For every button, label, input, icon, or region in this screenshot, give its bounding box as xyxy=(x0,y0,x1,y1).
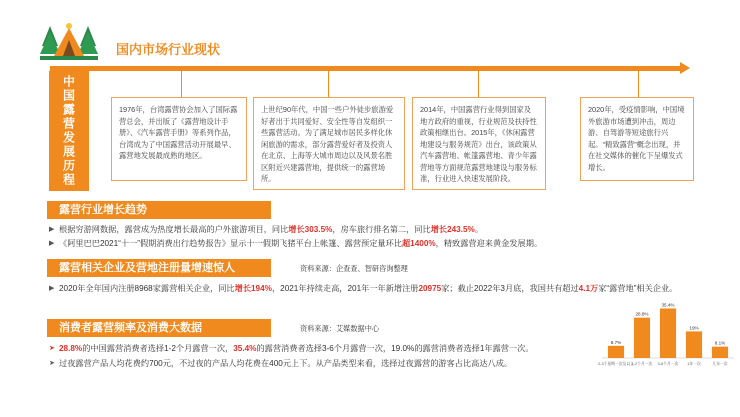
timeline-arrow xyxy=(50,66,682,71)
timeline-connector xyxy=(478,71,479,99)
chart-bar xyxy=(634,318,650,358)
bullet-icon: ▶ xyxy=(49,239,55,247)
list-item: ▶ 《阿里巴巴2021“十一”假期消费出行趋势报告》显示十一假期飞猪平台上帐篷、露营预定量环比超1400%，精致露营迎来黄金发展期。 xyxy=(49,238,543,248)
chart-bar xyxy=(608,346,624,358)
section-title-growth: 露营行业增长趋势 xyxy=(47,201,271,219)
chart-data-label: 8.1% xyxy=(714,340,726,346)
timeline-item-2020: 2020年，受疫情影响，中国境外旅游市场遭到冲击，周边游、自驾游等短途旅行兴起。“精致露营”概念出现，并在社交媒体的催化下呈爆发式增长。 xyxy=(580,97,694,181)
chart-bar xyxy=(660,308,676,358)
chart-data-label: 8.7% xyxy=(610,339,622,345)
timeline-item-1976: 1976年，台湾露营协会加入了国际露营总会，并出版了《露营地设计手册》、《汽车露营手册》等系列作品，台湾成为了中国露营活动开展最早、露营地发展最成熟的地区。 xyxy=(111,97,247,181)
chart-category-label: 2-3个星期一次及以上 xyxy=(598,362,634,366)
bullet-icon: ▶ xyxy=(49,226,55,233)
source-note: 资料来源：企查查、智研咨询整理 xyxy=(300,264,408,273)
side-title: 中国露营发展历程 xyxy=(49,71,89,191)
bullet-icon: ➤ xyxy=(49,345,55,352)
timeline-arrow-head xyxy=(680,62,690,74)
timeline-connector xyxy=(181,71,182,99)
frequency-bar-chart xyxy=(598,286,738,386)
timeline-item-2014: 2014年，中国露营行业得到国家及地方政府的重视，行业规范及扶持性政策相继出台。2015年，《休闲露营地建设与服务规范》出台，该政策从汽车露营地、帐篷露营地、青少年露营地等方面规范露营地建设与服务标准，行业进入快速发展阶段。 xyxy=(412,97,546,190)
chart-data-label: 28.8% xyxy=(635,311,649,317)
chart-bar xyxy=(686,331,702,358)
timeline-item-1990s: 上世纪90年代，中国一些户外徒步旅游爱好者出于共同爱好、安全性等自发组织一些露营活动。为了满足城市居民多样化休闲旅游的需求，部分露营爱好者及投资人在北京、上海等大城市周边以及风景名胜区附近兴建露营地，提供统一的露营场所。 xyxy=(253,97,405,190)
camp-logo-icon xyxy=(40,22,98,62)
timeline-connector xyxy=(638,71,639,99)
section-title-consumers: 消费者露营频率及消费大数据 xyxy=(47,319,271,337)
chart-category-label: 1年一次 xyxy=(687,362,701,366)
chart-category-label: 1-2个月一次 xyxy=(631,362,653,366)
consumer-bullets xyxy=(49,343,609,369)
chart-bar xyxy=(712,347,728,358)
list-item: ➤ 过夜露营产品人均花费约700元，不过夜的产品人均花费在400元上下。从产品类型来看，选择过夜露营的游客占比高达八成。 xyxy=(49,358,513,368)
chart-category-label: 3-6个月一次 xyxy=(657,362,679,366)
list-item: ▶ 2020年全年国内注册8968家露营相关企业，同比增长194%，2021年持续走高，201年一年新增注册20975家；截止2022年3月底，我国共有超过4.1万家“露营地”相关企业。 xyxy=(49,284,678,293)
list-item: ➤ 28.8%的中国露营消费者选择1-2个月露营一次，35.4%的露营消费者选择3-6个月露营一次，19.0%的露营消费者选择1年露营一次。 xyxy=(49,344,534,353)
source-note: 资料来源：艾媒数据中心 xyxy=(300,324,380,333)
chart-data-label: 35.4% xyxy=(661,302,675,308)
page-title: 国内市场行业现状 xyxy=(116,42,221,57)
list-item: ▶ 根据穷游网数据，露营成为热度增长最高的户外旅游项目，同比增长303.5%，房车旅行排名第二，同比增长243.5%。 xyxy=(49,225,484,234)
growth-bullets xyxy=(49,224,709,249)
chart-category-label: 几年一次 xyxy=(712,362,728,366)
bullet-icon: ▶ xyxy=(49,285,55,292)
section-title-registrations: 露营相关企业及营地注册量增速惊人 xyxy=(47,259,271,277)
timeline-connector xyxy=(328,71,329,99)
chart-data-label: 19% xyxy=(689,325,699,331)
bullet-icon: ➤ xyxy=(49,359,55,367)
